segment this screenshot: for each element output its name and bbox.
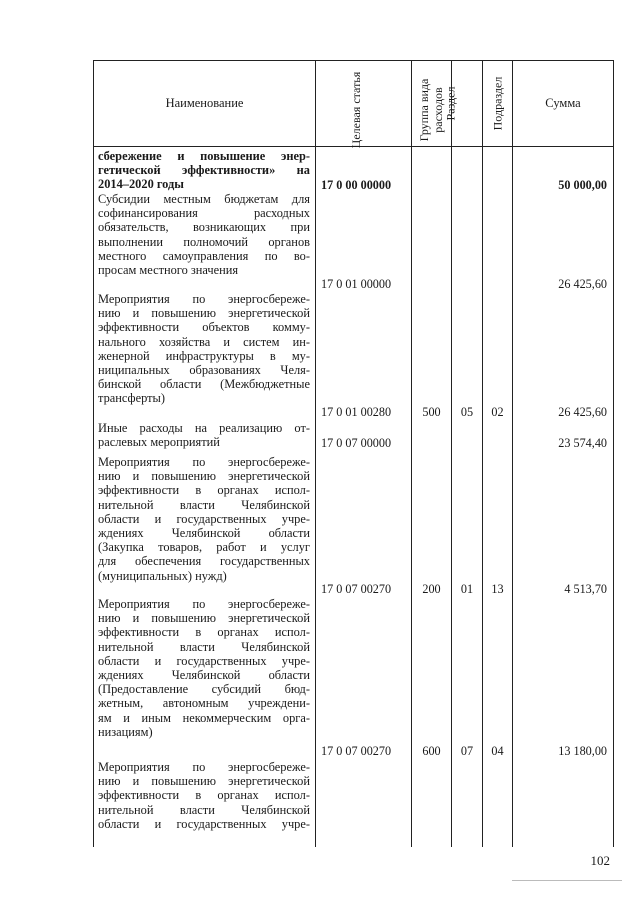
header-sum: Сумма [545, 96, 581, 110]
header-subsection: Подраздел [490, 76, 505, 131]
header-section: Раздел [443, 86, 458, 121]
column-divider-3 [451, 60, 452, 847]
footer-line [512, 880, 622, 881]
row-sum: 26 425,60 [558, 405, 607, 419]
row-group: 200 [422, 582, 441, 596]
row-section: 05 [460, 405, 474, 419]
row-code: 17 0 07 00270 [321, 582, 392, 596]
table-right-border [613, 60, 614, 847]
row-name: Мероприятия по энергосбереже- нию и повышению энергетической эффективности в органах испол- нительной власти Челябинской области и государственных учре- ждениях Челябинской области (Предоставление субсидий бюд- жетным, автономным учреждени- ям и иным некоммерческим орга- низациям) [98, 597, 310, 739]
row-name: Субсидии местным бюджетам для софинансирования расходных обязательств, возникающих при выполнении полномочий органов местного самоуправления по во- просам местного значения [98, 192, 310, 278]
row-code: 17 0 00 00000 [321, 178, 392, 192]
row-name: Иные расходы на реализацию от- раслевых мероприятий [98, 421, 310, 450]
header-name: Наименование [165, 96, 244, 110]
row-group: 600 [422, 744, 441, 758]
row-code: 17 0 01 00000 [321, 277, 392, 291]
row-section: 01 [460, 582, 474, 596]
row-name: Мероприятия по энергосбереже- нию и повышению энергетической эффективности в органах испол- нительной власти Челябинской области и государственных учре- [98, 760, 310, 831]
row-sum: 50 000,00 [558, 178, 607, 192]
page-number: 102 [590, 853, 610, 868]
row-sum: 13 180,00 [558, 744, 607, 758]
row-group: 500 [422, 405, 441, 419]
row-code: 17 0 07 00000 [321, 436, 392, 450]
row-code: 17 0 01 00280 [321, 405, 392, 419]
row-subsection: 04 [491, 744, 504, 758]
row-sum: 4 513,70 [564, 582, 607, 596]
row-sum: 26 425,60 [558, 277, 607, 291]
row-section: 07 [460, 744, 474, 758]
column-divider-4 [482, 60, 483, 847]
row-name: Мероприятия по энергосбереже- нию и повышению энергетической эффективности в органах испол- нительной власти Челябинской области и государственных учре- ждениях Челябинской области (Закупка товаров, работ и услуг для обеспечения государственных (муниципальных) нужд) [98, 455, 310, 583]
table-top-border [93, 60, 614, 61]
row-name: сбережение и повышение энер- гетической эффективности» на 2014–2020 годы [98, 149, 310, 192]
header-target: Целевая статья [349, 71, 363, 149]
column-divider-2 [411, 60, 412, 847]
header-group: Группа вида расходов [417, 78, 445, 142]
row-sum: 23 574,40 [558, 436, 607, 450]
row-subsection: 02 [491, 405, 504, 419]
column-divider-5 [512, 60, 513, 847]
column-divider-1 [315, 60, 316, 847]
row-code: 17 0 07 00270 [321, 744, 392, 758]
table-left-border [93, 60, 94, 847]
row-name: Мероприятия по энергосбереже- нию и повышению энергетической эффективности объектов комму- нального хозяйства и систем ин- женерной инфраструктуры в му- ниципальных образованиях Челя- бинской области (Межбюджетные трансферты) [98, 292, 310, 406]
row-subsection: 13 [491, 582, 504, 596]
